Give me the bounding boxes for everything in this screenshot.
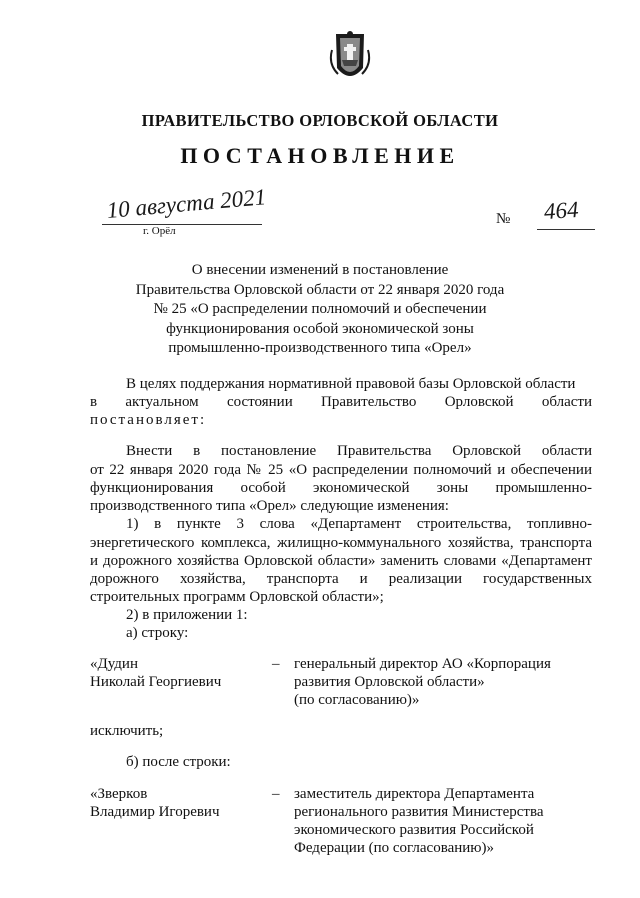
number-sign: № — [496, 211, 511, 227]
body-line: 1) в пункте 3 слова «Департамент строительства, топливно- — [126, 516, 592, 532]
body-line: строительных программ Орловской области»; — [90, 589, 384, 605]
organization-title: ПРАВИТЕЛЬСТВО ОРЛОВСКОЙ ОБЛАСТИ — [141, 111, 499, 130]
body-line: б) после строки: — [126, 754, 231, 770]
subject-line: промышленно-производственного типа «Орел» — [168, 340, 472, 356]
person-position: экономического развития Российской — [294, 822, 534, 838]
person-position: заместитель директора Департамента — [294, 786, 535, 802]
date-underline — [102, 224, 262, 225]
handwritten-number: 464 — [543, 196, 580, 225]
person-position: генеральный директор АО «Корпорация — [294, 656, 551, 672]
body-line: энергетического комплекса, жилищно-коммунального хозяйства, транспорта — [90, 535, 592, 551]
person-position: Федерации (по согласованию)» — [294, 840, 495, 856]
number-underline — [537, 229, 595, 230]
body-line: от 22 января 2020 года № 25 «О распределении полномочий и обеспечении — [90, 462, 592, 478]
subject-line: функционирования особой экономической зоны — [166, 320, 474, 337]
preamble-line: В целях поддержания нормативной правовой базы Орловской области — [126, 376, 576, 392]
preamble-line: постановляет: — [90, 412, 207, 428]
document-subject — [120, 261, 520, 359]
body-line: 2) в приложении 1: — [126, 607, 248, 623]
body-line: а) строку: — [126, 625, 189, 641]
person-position: (по согласованию)» — [294, 692, 420, 708]
body-line: Внести в постановление Правительства Орловской области — [126, 443, 592, 459]
city-label: г. Орёл — [143, 225, 176, 237]
subject-line: № 25 «О распределении полномочий и обеспечении — [153, 301, 487, 317]
body-line: исключить; — [90, 723, 164, 739]
preamble-line: в актуальном состоянии Правительство Орловской области — [90, 394, 592, 410]
person-position: развития Орловской области» — [294, 674, 485, 690]
subject-line: Правительства Орловской области от 22 января 2020 года — [135, 281, 505, 298]
body-line: функционирования особой экономической зоны промышленно- — [90, 480, 592, 496]
body-line: и дорожного хозяйства Орловской области» заменить словами «Департамент — [90, 553, 592, 569]
document-type-title: ПОСТАНОВЛЕНИЕ — [180, 143, 460, 168]
person-name: «Зверков — [90, 786, 148, 802]
body-line: дорожного хозяйства, транспорта и реализации государственных — [90, 571, 592, 587]
coat-of-arms-emblem — [328, 30, 372, 88]
body-line: производственного типа «Орел» следующие изменения: — [90, 498, 449, 514]
handwritten-date: 10 августа 2021 — [105, 184, 268, 224]
dash: – — [272, 786, 280, 802]
person-name: Николай Георгиевич — [90, 674, 222, 690]
person-name: «Дудин — [90, 656, 138, 672]
subject-line: О внесении изменений в постановление — [191, 262, 449, 278]
dash: – — [272, 656, 280, 672]
person-position: регионального развития Министерства — [294, 804, 544, 820]
person-name: Владимир Игоревич — [90, 804, 220, 820]
